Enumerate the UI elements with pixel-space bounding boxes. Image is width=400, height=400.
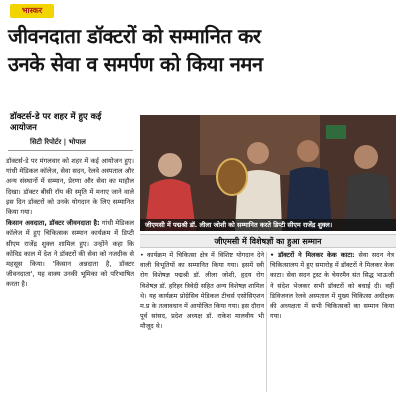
right-column-body: सेवा सदन नेत्र चिकित्सालय में हुए समारोह में डॉक्टरों ने मिलकर केक काटा। सेवा सदन ट्रस्ट के चेयरमैन संत सिद्ध भाऊजी ने संदेश भेजकर सभी डॉक्टरों को बधाई दी। वहीं डिविजनल रेलवे अस्पताल में मुख्य चिकित्सा अधीक्षक की अध्यक्षता में सभी चिकित्सकों का सम्मान किया गया। [270, 251, 394, 321]
masthead-label: भास्कर [21, 6, 43, 15]
lead-paragraph-1: डॉक्टर्स-डे पर मंगलवार को शहर में कई आयोजन हुए। गांधी मेडिकल कॉलेज, सेवा सदन, रेलवे अस्पताल और अन्य संस्थानों में सम्मान, प्रेरणा और सेवा का माहौल दिखा। डॉक्टर बीसी रॉय की स्मृति में मनाए जाने वाले इस दिन डॉक्टरों को उनके योगदान के लिए सम्मानित किया गया। [6, 157, 134, 217]
headline-line-1: जीवनदाता डॉक्टरों को सम्मानित कर [8, 24, 261, 48]
lead-paragraph-2-body: गांधी मेडिकल कॉलेज में हुए चिकित्सक सम्मान कार्यक्रम में डिप्टी सीएम राजेंद्र शुक्ल शामिल हुए। उन्होंने कहा कि कोविड काल में देश ने डॉक्टरों की सेवा को नजदीक से महसूस किया। 'किसान अन्नदाता है, डॉक्टर जीवनदाता', यह वाक्य उनकी भूमिका को परिभाषित करता है। [6, 219, 134, 289]
article-column-middle: • कार्यक्रम में चिकित्सा क्षेत्र में विशिष्ट योगदान देने वाली विभूतियों का सम्मानित किया गया। इसमें स्त्री रोग विशेषज्ञ पद्मश्री डॉ. लीला जोशी, हृदय रोग विशेषज्ञ डॉ. हरिहर त्रिवेदी सहित अन्य विशेषज्ञ शामिल थे। यह कार्यक्रम प्रोग्रेसिव मेडिकल टीचर्स एसोसिएशन म.प्र के तत्वावधान में आयोजित किया गया। इस दौरान पूर्व सांसद, प्रदेश अध्यक्ष डॉ. राकेश मालवीय भी मौजूद थे। [140, 251, 264, 331]
article-column-right [270, 250, 394, 321]
right-column-heading: • डॉक्टरों ने मिलकर केक काटा: [270, 251, 355, 259]
headline-line-2: उनके सेवा व समर्पण को किया नमन [8, 52, 263, 76]
news-photo-illustration [140, 115, 396, 231]
lead-paragraph-2 [6, 218, 134, 289]
lead-paragraph-2-heading: किसान अवदाता, डॉक्टर जीवनदाता है: [6, 219, 100, 228]
column-divider [266, 252, 267, 392]
photo-caption [140, 219, 396, 231]
lead-article-column [6, 156, 134, 291]
section-heading [140, 234, 396, 248]
byline: सिटी रिपोर्टर | भोपाल [30, 138, 86, 146]
headline [8, 22, 394, 78]
section-heading-text: जीएमसी में विशेषज्ञों का हुआ सम्मान [214, 237, 322, 246]
news-photo [140, 115, 396, 231]
byline-divider [8, 150, 133, 151]
newspaper-masthead-logo [10, 4, 54, 18]
photo-caption-text: जीएमसी में पद्मश्री डॉ. लीला जोशी को सम्मानित करते डिप्टी सीएम राजेंद्र शुक्ल। [145, 221, 333, 229]
subheadline: डॉक्टर्स-डे पर शहर में हुए कई आयोजन [10, 112, 102, 133]
